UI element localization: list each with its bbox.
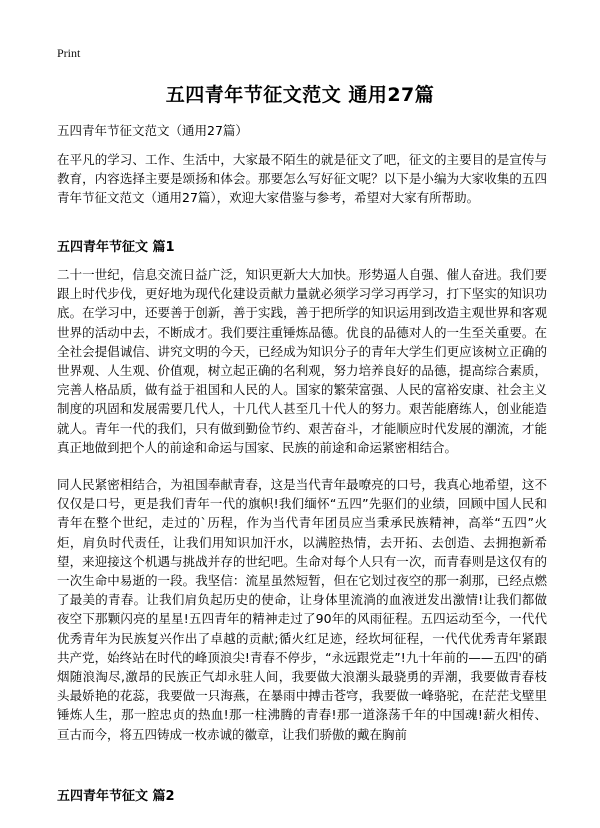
intro-paragraph: 在平凡的学习、工作、生活中，大家最不陌生的就是征文了吧，征文的主要目的是宣传与教育，内容选择主要是颂扬和体会。那要怎么写好征文呢？以下是小编为大家收集的五四青年节征文范文（通用27篇），欢迎大家借鉴与参考，希望对大家有所帮助。	[57, 152, 547, 206]
section-1-paragraph-1: 二十一世纪，信息交流日益广泛，知识更新大大加快。形势逼人自强、催人奋进。我们要跟上时代步伐，更好地为现代化建设贡献力量就必须学习学习再学习，打下坚实的知识功底。在学习中，还要善于创新，善于实践，善于把所学的知识运用到改造主观世界和客观世界的活动中去，不断成才。我们要注重锤炼品德。优良的品德对人的一生至关重要。在全社会提倡诚信、讲究文明的今天，已经成为知识分子的青年大学生们更应该树立正确的世界观、人生观、价值观，树立起正确的名利观，努力培养良好的品德，提高综合素质，完善人格品质，做有益于祖国和人民的人。国家的繁荣富强、人民的富裕安康、社会主义制度的巩固和发展需要几代人，十几代人甚至几十代人的努力。艰苦能磨练人，创业能造就人。青年一代的我们，只有做到勤俭节约、艰苦奋斗，才能顺应时代发展的潮流，才能真正地做到把个人的前途和命运与国家、民族的前途和命运紧密相结合。	[57, 267, 547, 455]
section-heading-2: 五四青年节征文 篇2	[57, 789, 175, 804]
document-subtitle: 五四青年节征文范文（通用27篇）	[57, 123, 248, 138]
page-title: 五四青年节征文范文 通用27篇	[165, 84, 435, 106]
section-heading-1: 五四青年节征文 篇1	[57, 240, 175, 255]
section-1-paragraph-2: 同人民紧密相结合，为祖国奉献青春，这是当代青年最嘹亮的口号，我真心地希望，这不仅仅是口号，更是我们青年一代的旗帜!我们缅怀“五四”先驱们的业绩，回顾中国人民和青年在整个世纪，走过的`历程，作为当代青年团员应当秉承民族精神，高举“五四”火炬，肩负时代责任，让我们用知识加汗水，以满腔热情，去开拓、去创造、去拥抱新希望，来迎接这个机遇与挑战并存的世纪吧。生命对每个人只有一次，而青春则是这仅有的一次生命中易逝的一段。我坚信：流星虽然短暂，但在它划过夜空的那一刹那，已经点燃了最美的青春。让我们肩负起历史的使命，让身体里流淌的血液迸发出激情!让我们都做夜空下那颗闪亮的星星!五四青年的精神走过了90年的风雨征程。五四运动至今，一代代优秀青年为民族复兴作出了卓越的贡献;循火红足迹，经坎坷征程，一代代优秀青年紧跟共产党，始终站在时代的峰顶浪尖!青春不停步，“永远跟党走”!九十年前的——五四'的硝烟随浪淘尽,激昂的民族正气却永驻人间，我要做大浪潮头最骁勇的弄潮，我要做青春枝头最娇艳的花蕊，我要做一只海燕，在暴雨中搏击苍穹，我要做一峰骆驼，在茫茫戈壁里锤炼人生，那一腔忠贞的热血!那一柱沸腾的青春!那一道涤荡千年的中国魂!薪火相传、亘古而今，将五四铸成一枚赤诚的徽章，让我们骄傲的戴在胸前	[57, 477, 547, 742]
print-link[interactable]: Print	[57, 46, 81, 60]
